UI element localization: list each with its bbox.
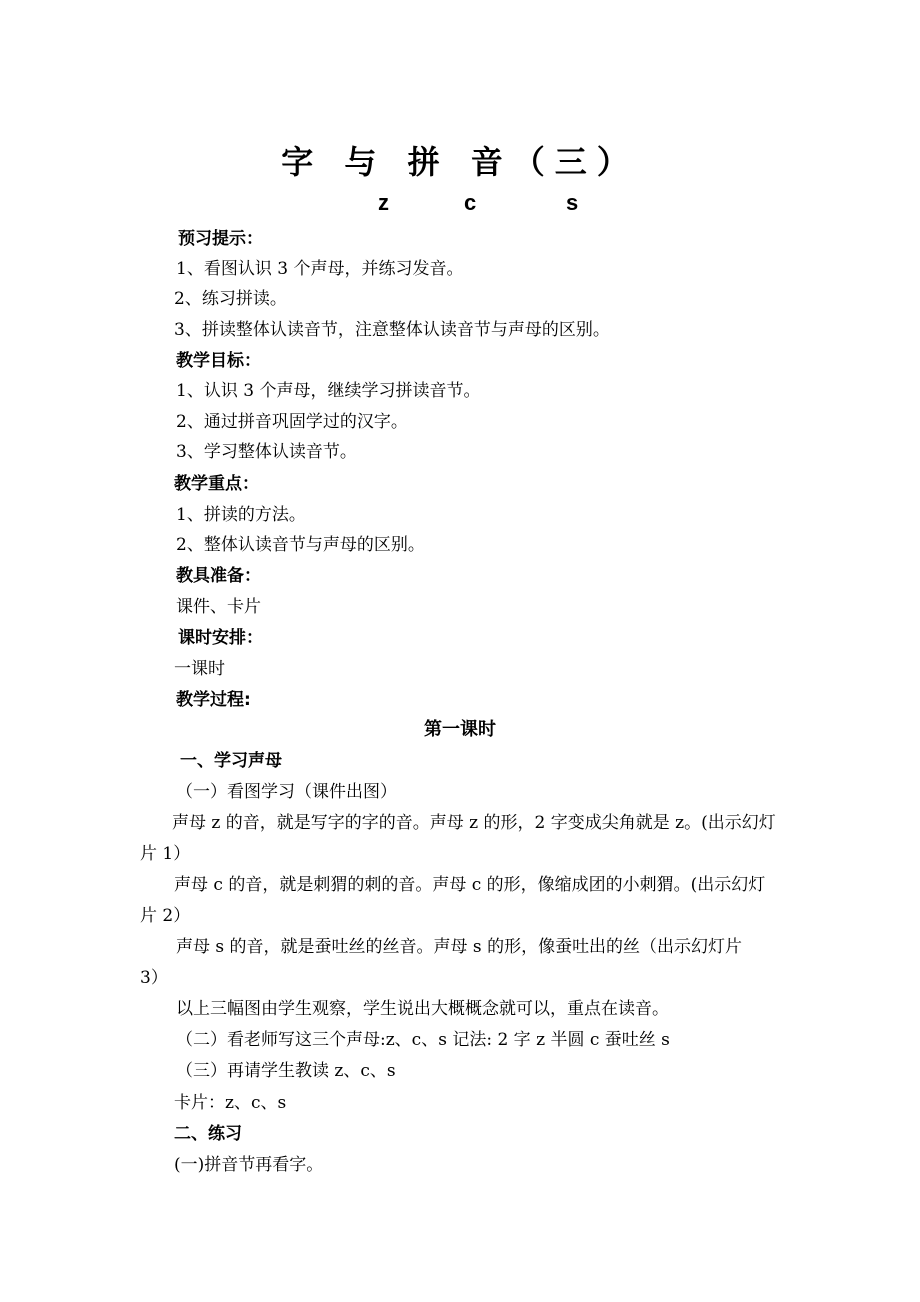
goals-item: 3、学习整体认读音节。 [176, 442, 357, 462]
card-line: 卡片：z、c、s [174, 1093, 287, 1113]
paragraph-line: 片 2） [140, 906, 191, 926]
schedule-text: 一课时 [174, 659, 225, 679]
schedule-heading: 课时安排： [178, 628, 263, 648]
preview-item: 2、练习拼读。 [174, 289, 287, 309]
section1-sub3: （三）再请学生教读 z、c、s [176, 1061, 396, 1081]
document-title: 字 与 拼 音（三） [281, 143, 639, 181]
section1-heading: 一、学习声母 [180, 751, 282, 771]
lesson-title: 第一课时 [424, 719, 496, 740]
section1-sub1: （一）看图学习（课件出图） [176, 782, 397, 802]
section2-sub1: (一)拼音节再看字。 [174, 1155, 324, 1175]
paragraph-line: 声母 z 的音，就是写字的字的音。声母 z 的形，2 字变成尖角就是 z。(出示幻灯 [172, 813, 776, 833]
goals-item: 1、认识 3 个声母，继续学习拼读音节。 [176, 381, 481, 401]
subtitle-letter-c: c [464, 190, 477, 215]
section1-sub2: （二）看老师写这三个声母:z、c、s 记法: 2 字 z 半圆 c 蚕吐丝 s [176, 1030, 670, 1050]
goals-heading: 教学目标： [176, 351, 261, 371]
focus-item: 1、拼读的方法。 [176, 505, 306, 525]
goals-item: 2、通过拼音巩固学过的汉字。 [176, 412, 408, 432]
paragraph-line: 声母 c 的音，就是刺猬的刺的音。声母 c 的形，像缩成团的小刺猬。(出示幻灯 [174, 875, 766, 895]
focus-item: 2、整体认读音节与声母的区别。 [176, 535, 425, 555]
preview-item: 3、拼读整体认读音节，注意整体认读音节与声母的区别。 [174, 320, 610, 340]
paragraph-line: 3） [140, 968, 168, 988]
paragraph-line: 以上三幅图由学生观察，学生说出大概概念就可以，重点在读音。 [176, 999, 669, 1019]
focus-heading: 教学重点： [174, 474, 259, 494]
process-heading: 教学过程: [176, 690, 251, 710]
tools-heading: 教具准备： [176, 566, 261, 586]
subtitle-letter-z: z [378, 190, 389, 215]
subtitle-letters [0, 190, 920, 216]
preview-heading: 预习提示： [178, 229, 263, 249]
tools-text: 课件、卡片 [176, 597, 261, 617]
paragraph-line: 片 1） [140, 844, 191, 864]
paragraph-line: 声母 s 的音，就是蚕吐丝的丝音。声母 s 的形，像蚕吐出的丝（出示幻灯片 [176, 937, 743, 957]
preview-item: 1、看图认识 3 个声母，并练习发音。 [176, 259, 464, 279]
subtitle-letter-s: s [566, 190, 579, 215]
section2-heading: 二、练习 [174, 1124, 242, 1144]
